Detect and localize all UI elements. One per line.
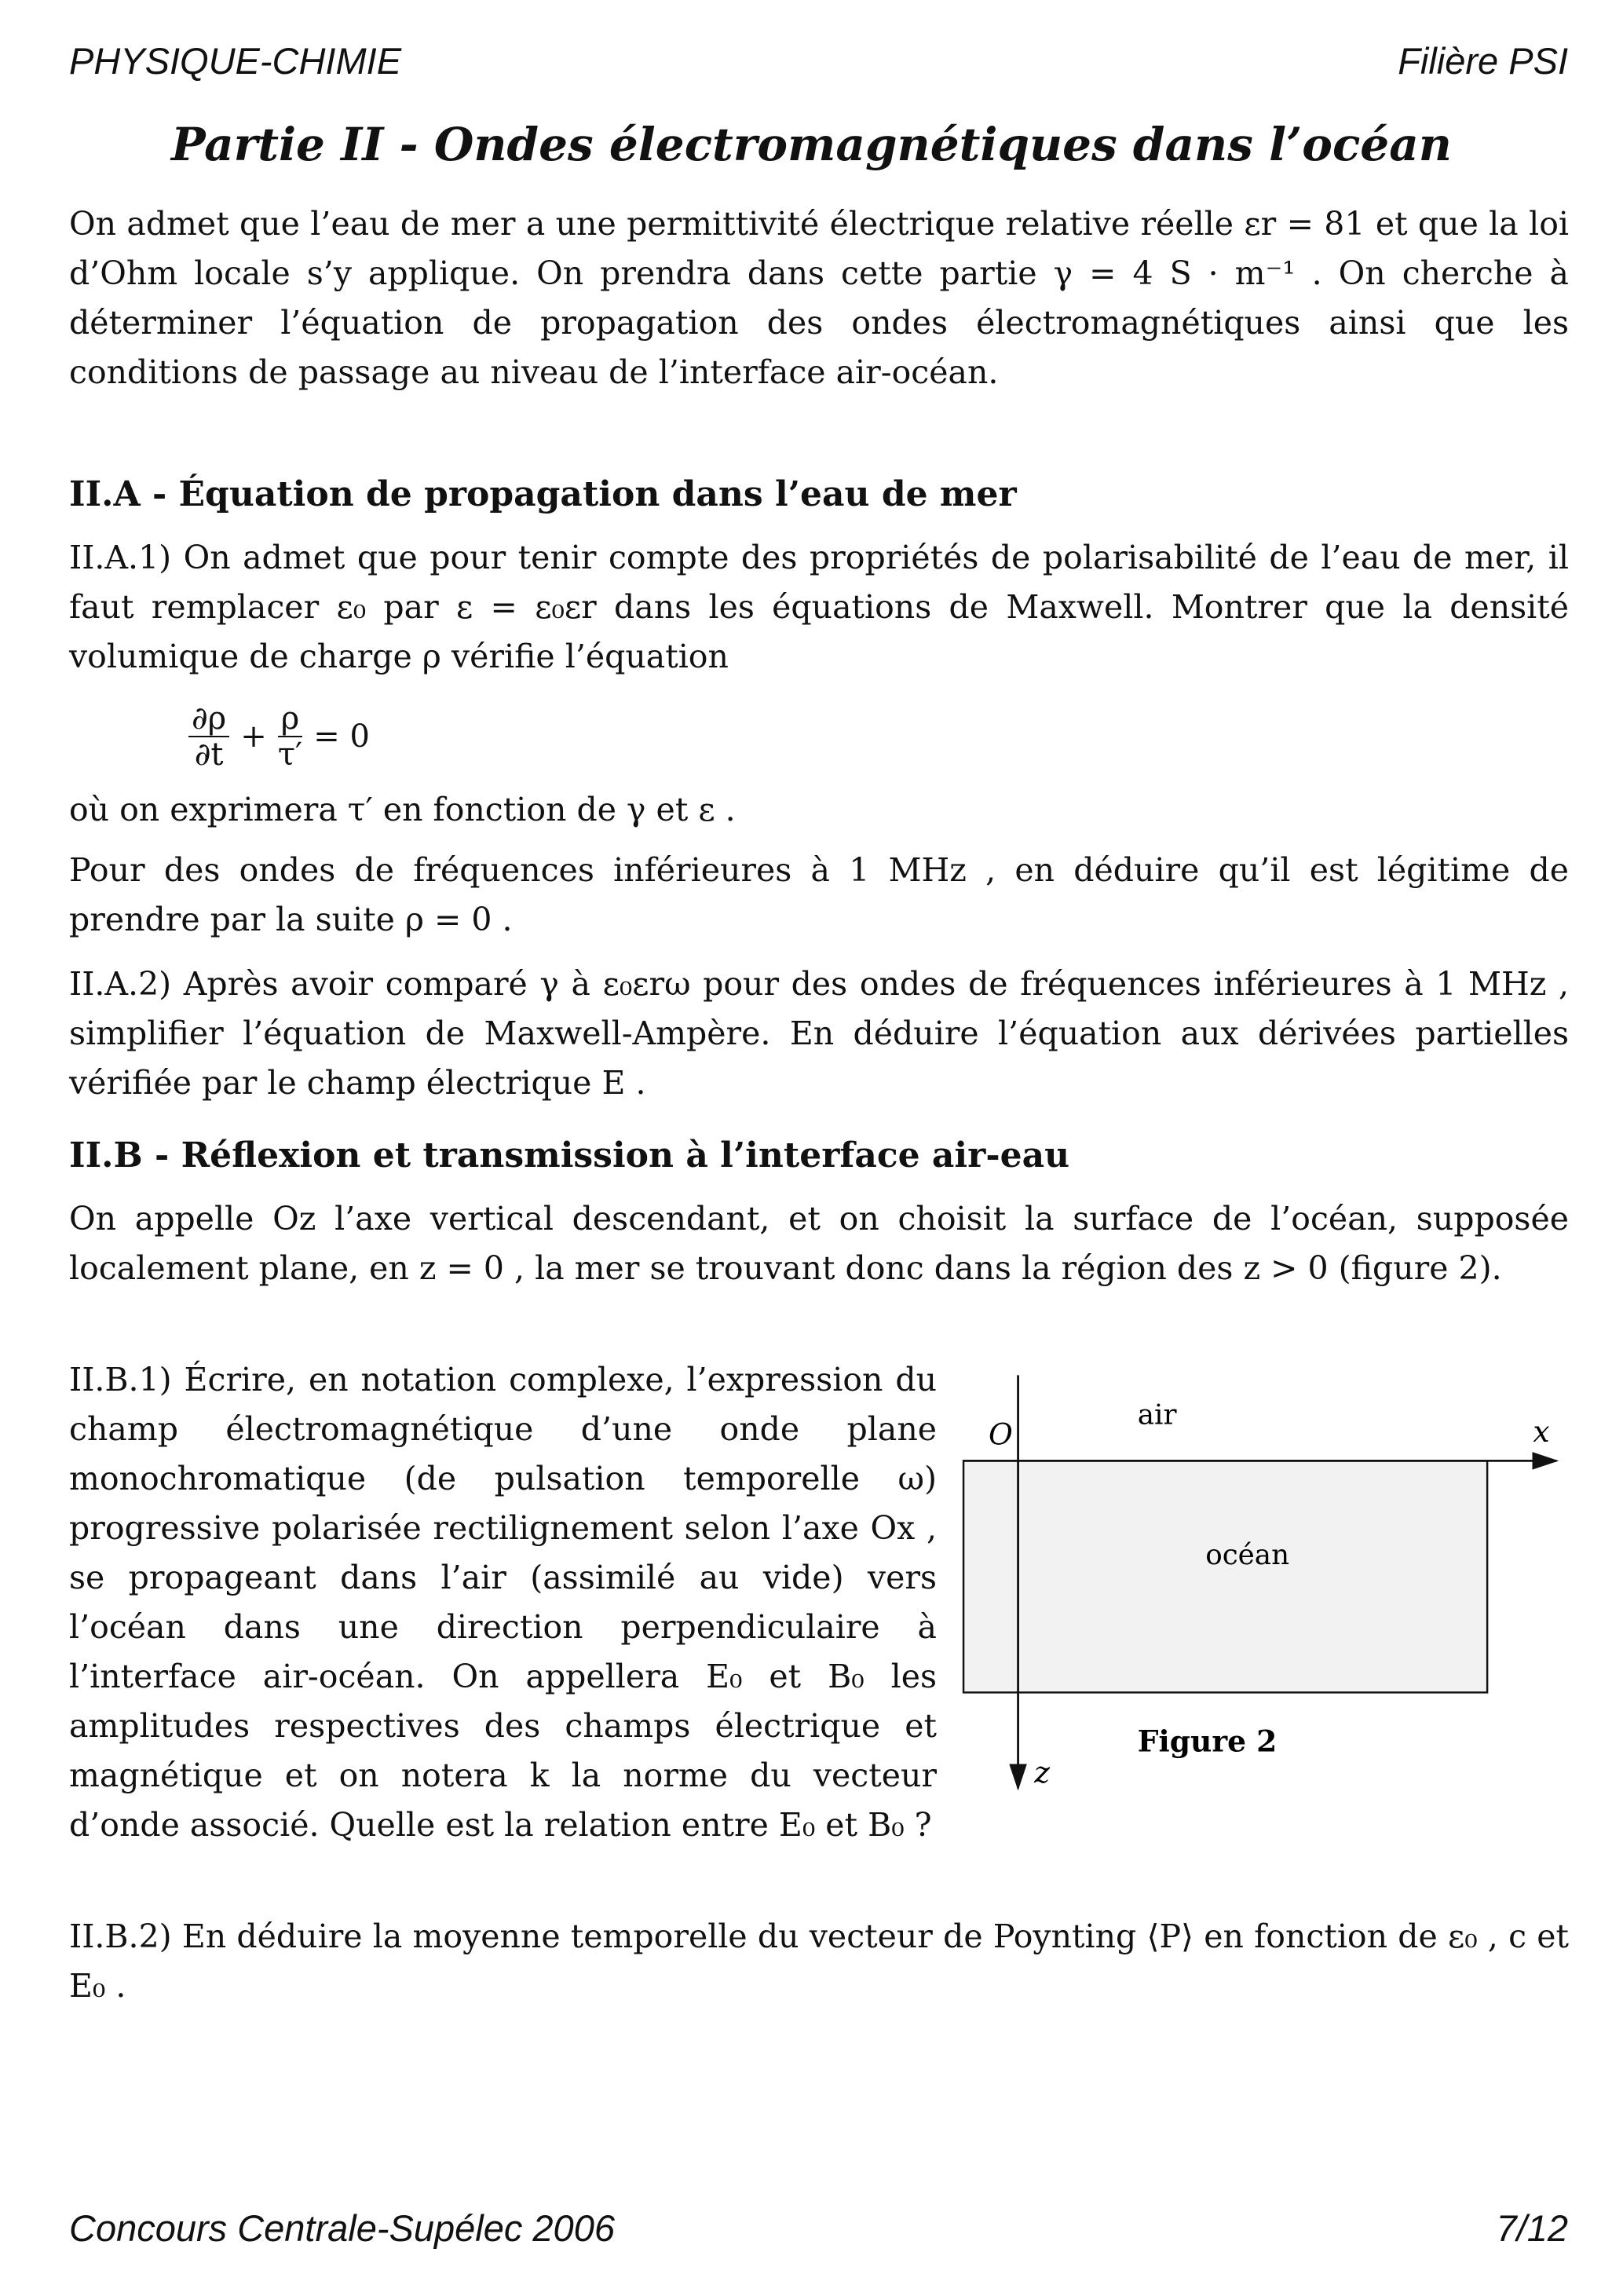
eq-plus: +: [240, 718, 267, 755]
page-title: Partie II - Ondes électromagnétiques dans l’océan: [171, 118, 1452, 171]
origin-label: O: [988, 1417, 1013, 1452]
eq-den2: τ′: [277, 737, 303, 773]
eq-rhs: = 0: [313, 718, 370, 755]
eq-num1: ∂ρ: [188, 701, 229, 737]
question-a1: II.A.1) On admet que pour tenir compte des propriétés de polarisabilité de l’eau de mer, il faut remplacer ε₀ par ε = ε₀εr dans les équations de Maxwell. Montrer que la densité volumique de charge ρ vérifie l’équation: [69, 539, 1569, 675]
footer-contest: Concours Centrale-Supélec 2006: [69, 2207, 615, 2249]
section-b-intro: On appelle Oz l’axe vertical descendant, et on choisit la surface de l’océan, supposée localement plane, en z = 0 , la mer se trouvant donc dans la région des z > 0 (figure 2).: [69, 1200, 1569, 1287]
eq-den1: ∂t: [194, 737, 224, 773]
header-track: Filière PSI: [1398, 40, 1568, 82]
eq-num2: ρ: [278, 701, 303, 737]
figure-caption: Figure 2: [1137, 1724, 1278, 1759]
question-a1-rho: Pour des ondes de fréquences inférieures à 1 MHz , en déduire qu’il est légitime de prendre par la suite ρ = 0 .: [69, 851, 1569, 938]
section-a-heading: II.A - Équation de propagation dans l’eau de mer: [69, 474, 1017, 514]
z-label: z: [1034, 1755, 1051, 1790]
x-label: x: [1533, 1413, 1550, 1449]
ocean-rect: [963, 1461, 1487, 1692]
ocean-label: océan: [1205, 1538, 1290, 1571]
intro-paragraph: On admet que l’eau de mer a une permittivité électrique relative réelle εr = 81 et que la loi d’Ohm locale s’y applique. On prendra dans cette partie γ = 4 S · m⁻¹ . On cherche à déterminer l’équation de propagation des ondes électromagnétiques ainsi que les conditions de passage au niveau de l’interface air-océan.: [69, 205, 1569, 391]
air-label: air: [1137, 1398, 1177, 1431]
header-subject: PHYSIQUE-CHIMIE: [69, 40, 402, 82]
section-b-heading: II.B - Réflexion et transmission à l’interface air-eau: [69, 1135, 1070, 1175]
question-a2: II.A.2) Après avoir comparé γ à ε₀εrω pour des ondes de fréquences inférieures à 1 MHz , simplifier l’équation de Maxwell-Ampère. En déduire l’équation aux dérivées partielles vérifiée par le champ électrique E .: [69, 965, 1569, 1102]
question-b1: II.B.1) Écrire, en notation complexe, l’expression du champ électromagnétique d’une onde plane monochromatique (de pulsation temporelle ω) progressive polarisée rectilignement selon l’axe Ox , se propageant dans l’air (assimilé au vide) vers l’océan dans une direction perpendiculaire à l’interface air-océan. On appellera E₀ et B₀ les amplitudes respectives des champs électrique et magnétique et on notera k la norme du vecteur d’onde associé. Quelle est la relation entre E₀ et B₀ ?: [69, 1361, 937, 1844]
question-b2: II.B.2) En déduire la moyenne temporelle du vecteur de Poynting ⟨P⟩ en fonction de ε₀ , c et E₀ .: [69, 1918, 1569, 2005]
question-a1-tau: où on exprimera τ′ en fonction de γ et ε .: [69, 791, 736, 828]
page-number: 7/12: [1496, 2207, 1568, 2249]
